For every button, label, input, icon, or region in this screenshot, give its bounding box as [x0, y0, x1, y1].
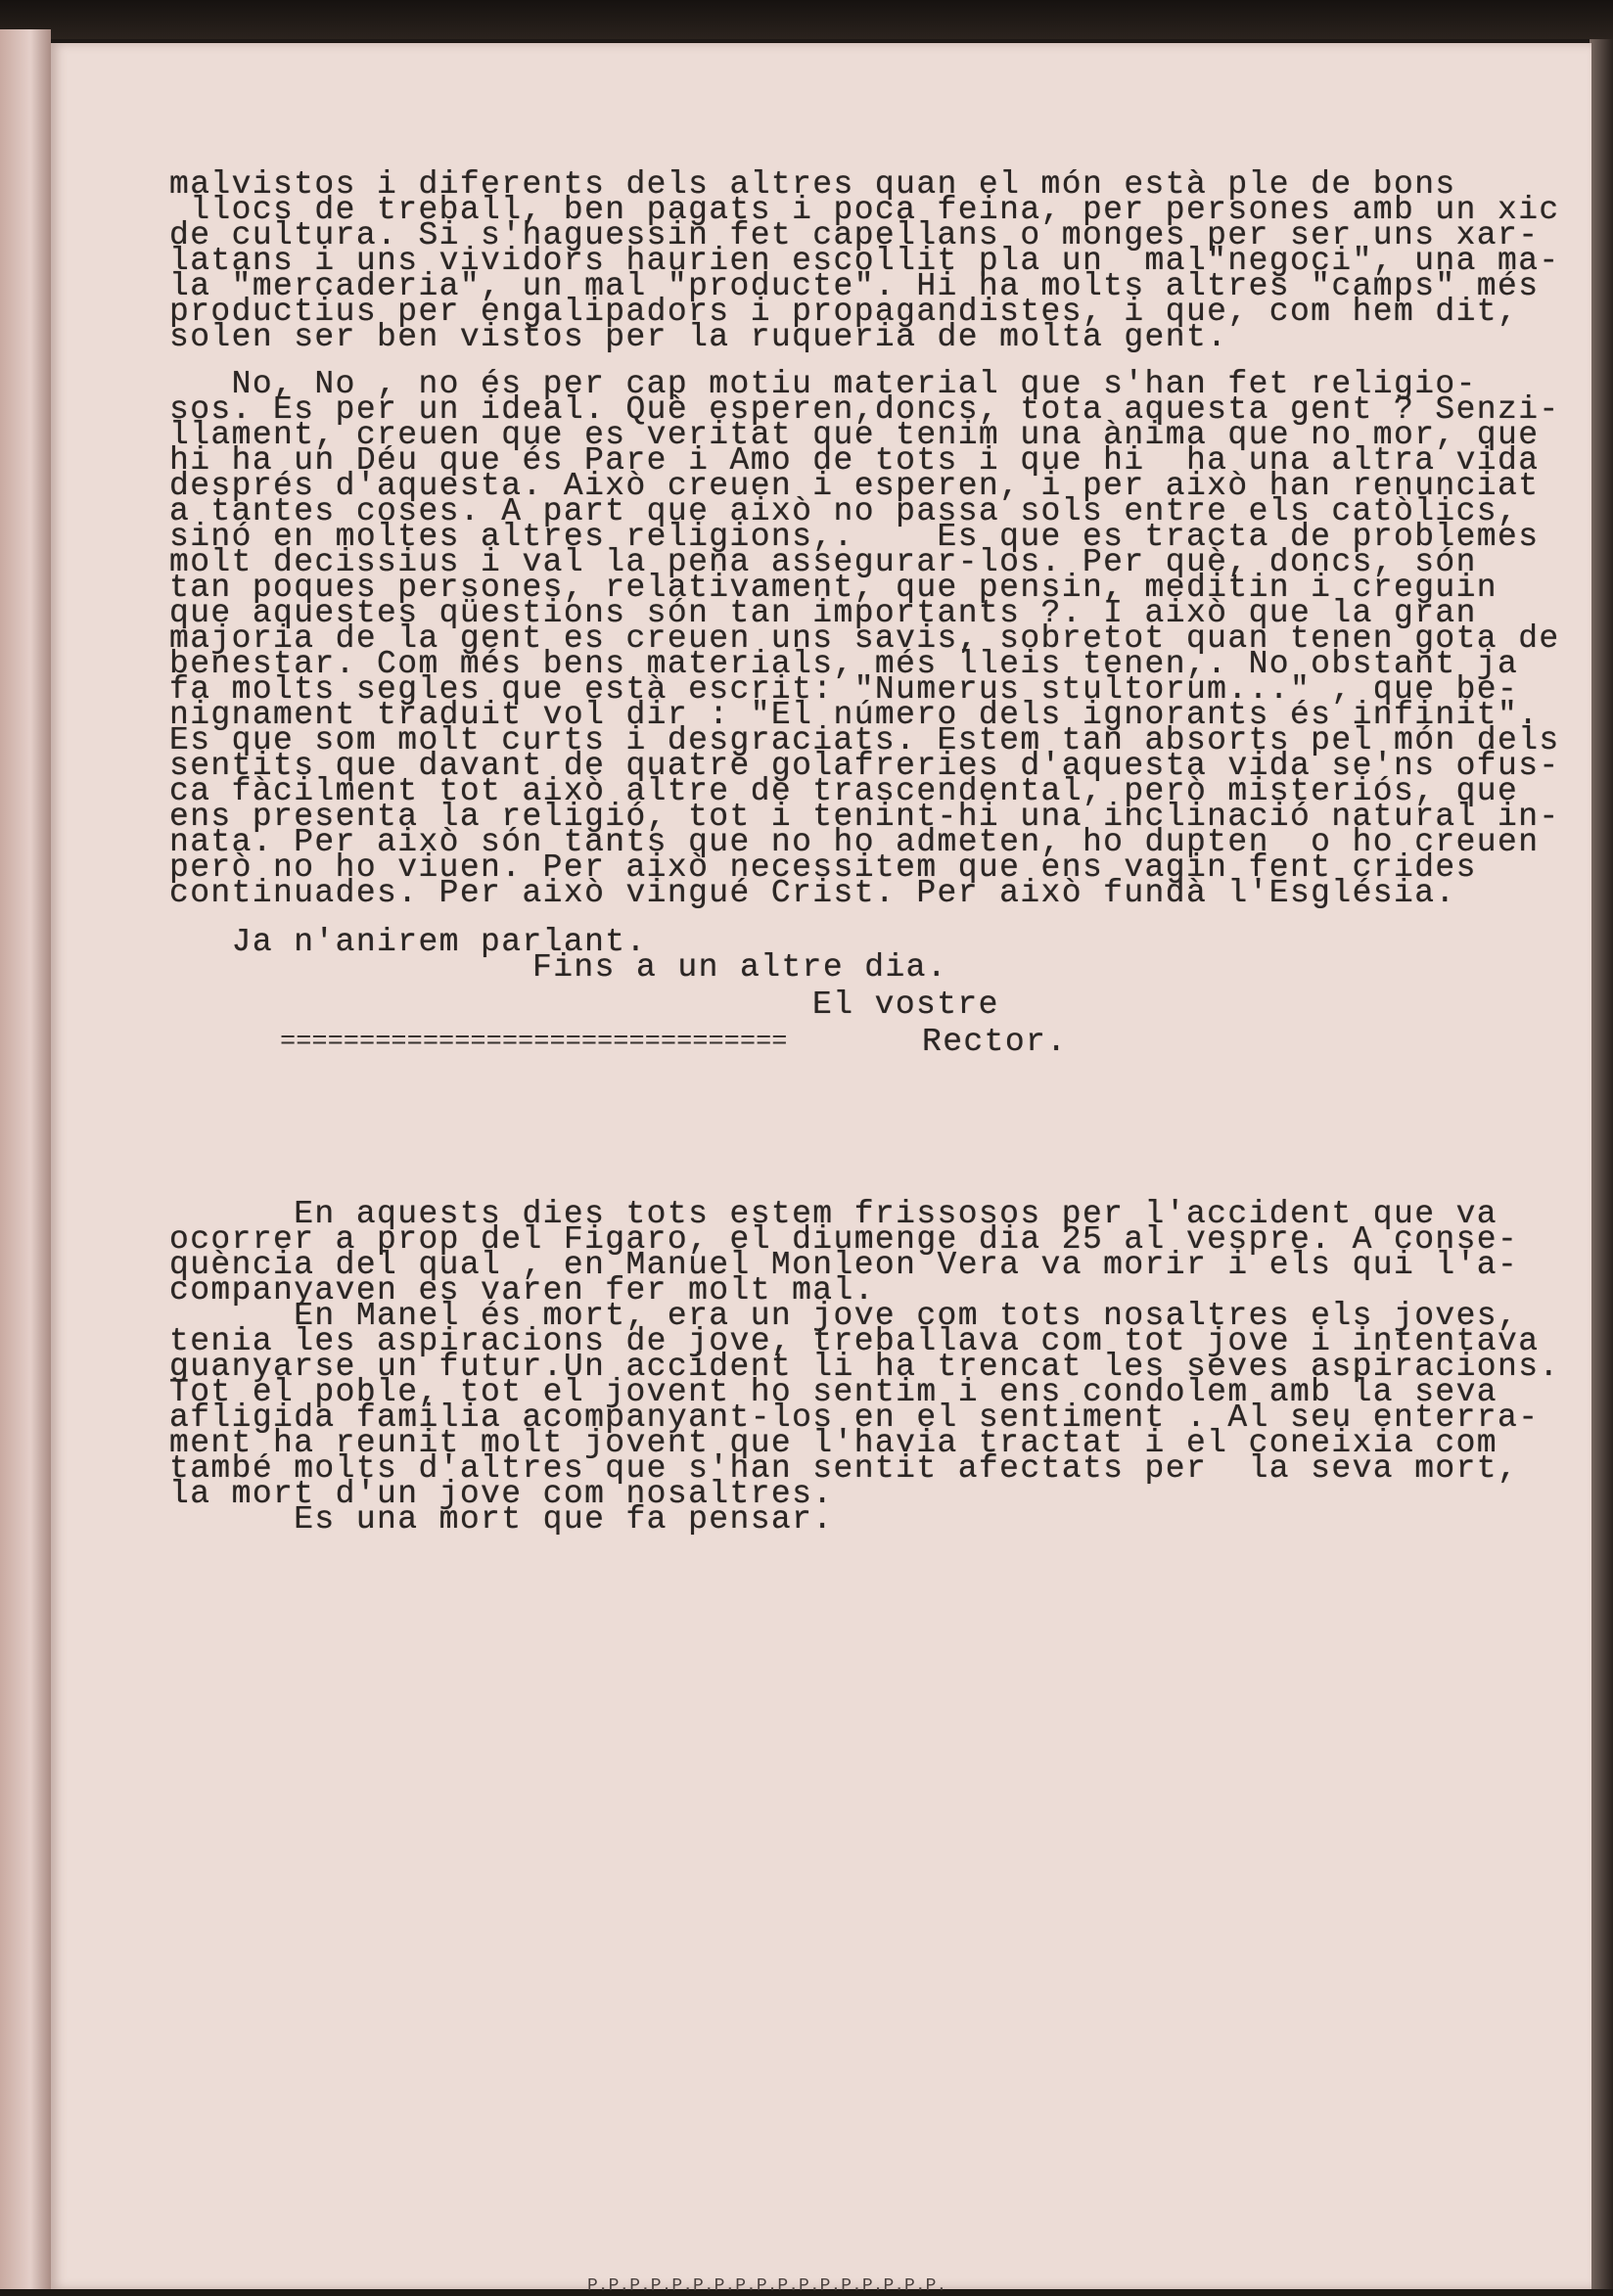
text-line: En Manel és mort, era un jove com tots nosaltres els joves, — [169, 1298, 1519, 1334]
text-line: quència del qual , en Manuel Monleon Vera va morir i els qui l'a- — [169, 1247, 1519, 1283]
text-line: En aquests dies tots estem frissosos per l'accident que va — [169, 1196, 1498, 1232]
text-line: la mort d'un jove com nosaltres. — [169, 1476, 834, 1512]
text-line: a tantes coses. A part que això no passa sols entre els catòlics, — [169, 493, 1519, 529]
farewell: Fins a un altre dia. — [532, 949, 948, 986]
text-line: fa molts segles que està escrit: "Numerus stultorum..." , que be- — [169, 671, 1519, 708]
text-line: nata. Per això són tants que no ho admeten, ho dupten o ho creuen — [169, 824, 1540, 860]
text-line: tan poques persones, relativament, que pensin, meditin i creguin — [169, 570, 1498, 606]
text-line: Es una mort que fa pensar. — [169, 1501, 834, 1538]
closing-salutation: El vostre — [812, 987, 999, 1023]
text-line: també molts d'altres que s'han sentit afectats per la seva mort, — [169, 1450, 1519, 1487]
text-line: benestar. Com més bens materials, més lleis tenen,. No obstant ja — [169, 646, 1519, 682]
text-line: sinó en moltes altres religions,. Es que es tracta de problemes — [169, 519, 1540, 555]
text-line: molt decissius i val la pena assegurar-los. Per què, doncs, són — [169, 544, 1477, 580]
text-line: sos. Es per un ideal. Què esperen,doncs, tota aquesta gent ? Senzi- — [169, 391, 1560, 428]
text-line: ment ha reunit molt jovent que l'havia tractat i el coneixia com — [169, 1425, 1498, 1461]
text-line: la "mercaderia", un mal "producte". Hi ha molts altres "camps" més — [169, 268, 1540, 304]
document-page — [51, 43, 1591, 2296]
text-line: latans i uns vividors haurien escollit pla un mal"negoci", una ma- — [169, 243, 1560, 279]
scan-background-top — [0, 0, 1613, 39]
text-line: continuades. Per això vingué Crist. Per això fundà l'Església. — [169, 875, 1456, 911]
text-line: tenia les aspiracions de jove, treballava com tot jove i intentava — [169, 1323, 1540, 1359]
text-line: de cultura. Si s'haguessin fet capellans o monges per ser uns xar- — [169, 217, 1540, 253]
signature: Rector. — [922, 1024, 1068, 1060]
text-line: solen ser ben vistos per la ruqueria de molta gent. — [169, 319, 1228, 355]
scan-right-edge — [1590, 39, 1613, 2289]
text-line: guanyarse un futur.Un accident li ha trencat les seves aspiracions. — [169, 1349, 1560, 1385]
text-line: ocorrer a prop del Figaro, el diumenge dia 25 al vespre. A conse- — [169, 1221, 1519, 1258]
text-line: afligida familia acompanyant-los en el sentiment . Al seu enterra- — [169, 1400, 1540, 1436]
text-line: ca fàcilment tot això altre de trascendental, però misteriós, que — [169, 773, 1519, 809]
text-line: No, No , no és per cap motiu material que s'han fet religio- — [169, 366, 1477, 402]
separator-rule: ================================ — [280, 1028, 788, 1057]
text-line: hi ha un Déu que és Pare i Amo de tots i que hi ha una altra vida — [169, 442, 1540, 479]
footer-dotted-rule: P.P.P.P.P.P.P.P.P.P.P.P.P.P.P.P.P. — [587, 2276, 947, 2296]
closing-remark: Ja n'anirem parlant. — [169, 924, 647, 960]
text-line: però no ho viuen. Per això necessitem que ens vagin fent crides — [169, 850, 1477, 886]
text-line: sentits que davant de quatre golafreries d'aquesta vida se'ns ofus- — [169, 748, 1560, 784]
text-line: majoria de la gent es creuen uns savis, sobretot quan tenen gota de — [169, 620, 1560, 657]
text-line: Es que som molt curts i desgraciats. Estem tan absorts pel món dels — [169, 722, 1560, 758]
text-line: Tot el poble, tot el jovent ho sentim i ens condolem amb la seva — [169, 1374, 1498, 1410]
text-line: després d'aquesta. Això creuen i esperen, i per això han renunciat — [169, 468, 1540, 504]
text-line: malvistos i diferents dels altres quan el món està ple de bons — [169, 166, 1456, 203]
text-line: que aquestes qüestions són tan importants ?. I això que la gran — [169, 595, 1477, 631]
text-line: productius per engalipadors i propagandistes, i que, com hem dit, — [169, 294, 1519, 330]
text-line: nignament traduit vol dir : "El número dels ignorants és infinit". — [169, 697, 1540, 733]
text-line: llocs de treball, ben pagats i poca feina, per persones amb un xic — [169, 192, 1560, 228]
text-line: ens presenta la religió, tot i tenint-hi una inclinació natural in- — [169, 799, 1560, 835]
text-line: companyaven es varen fer molt mal. — [169, 1272, 875, 1309]
previous-page-edge — [0, 29, 51, 2289]
text-line: llament, creuen que es veritat que tenim una ànima que no mor, que — [169, 417, 1540, 453]
